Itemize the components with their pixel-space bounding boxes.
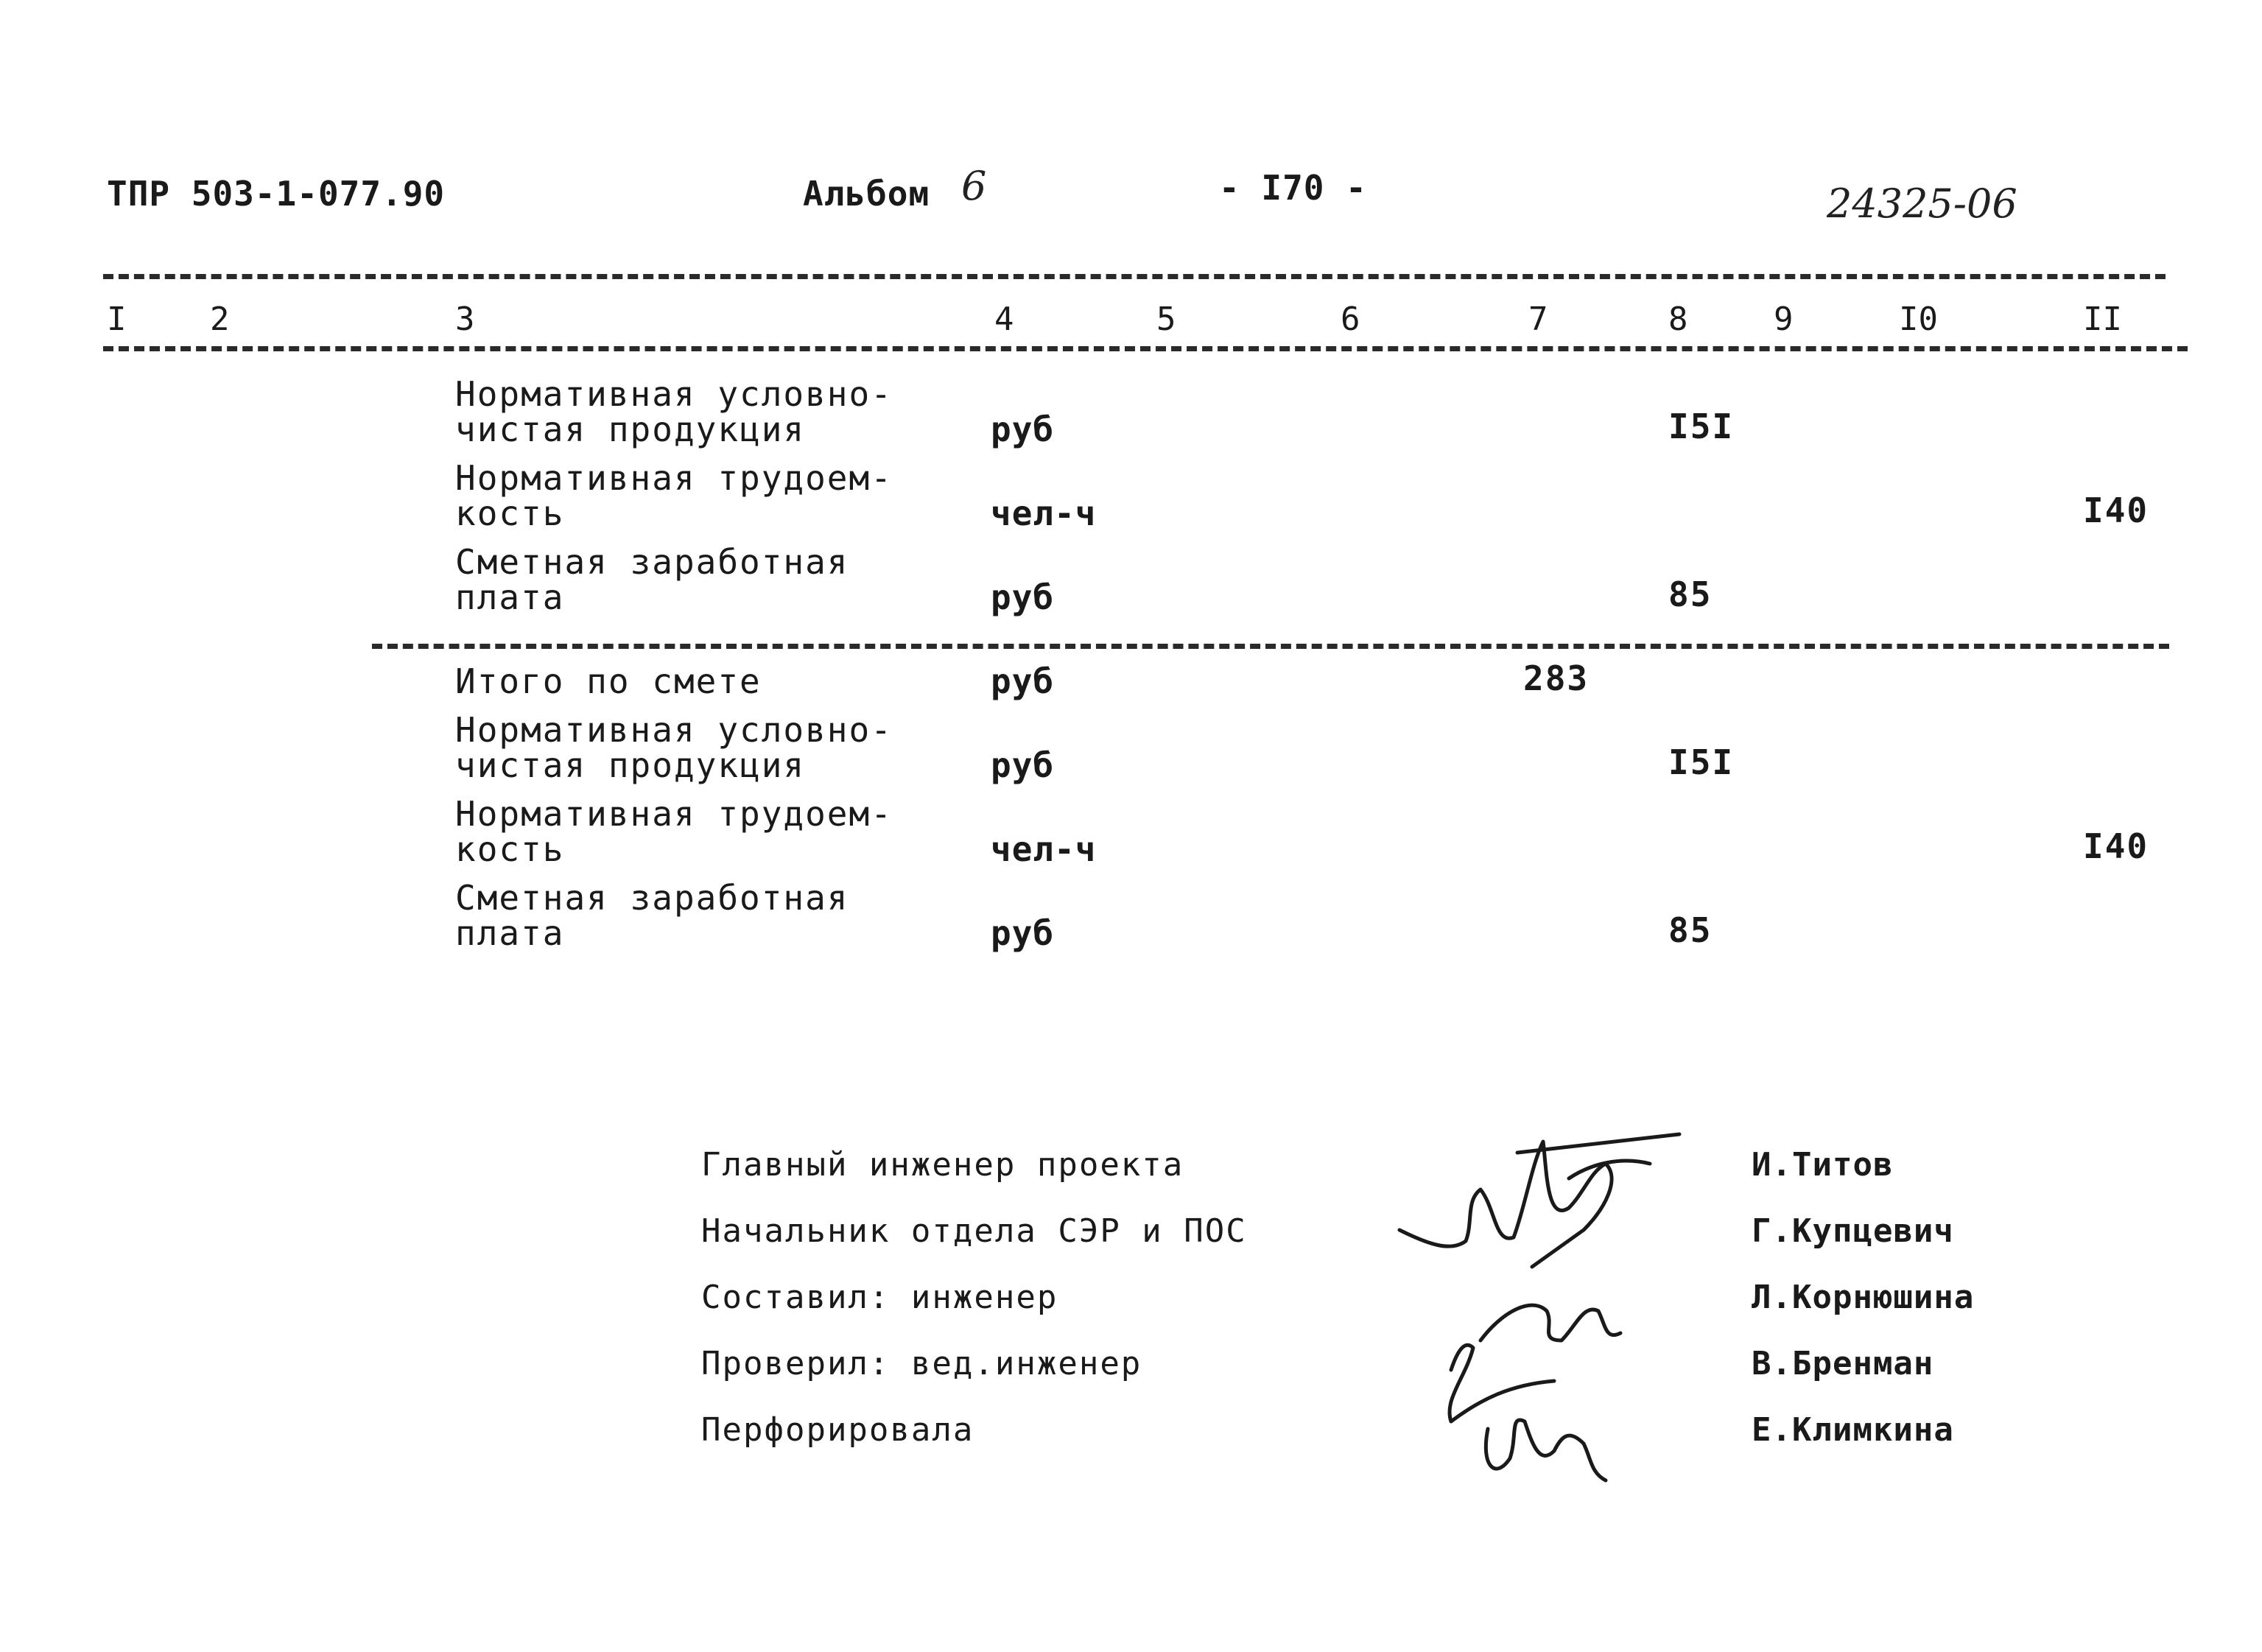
document-number: 24325-06	[1827, 180, 2017, 227]
signatory-name: И.Титов	[1752, 1146, 1894, 1184]
signature-role: Главный инженер проекта	[701, 1146, 1184, 1184]
signature-role: Начальник отдела СЭР и ПОС	[701, 1212, 1247, 1250]
handwritten-signatures	[1385, 1120, 1709, 1502]
row-unit: руб	[991, 577, 1055, 617]
column-number: 2	[210, 300, 230, 338]
column-number: I	[107, 300, 127, 338]
row-unit: руб	[991, 410, 1055, 449]
row-value: 85	[1668, 910, 1713, 950]
row-unit: чел-ч	[991, 493, 1097, 533]
signatory-name: Г.Купцевич	[1752, 1212, 1954, 1250]
column-number: I0	[1899, 300, 1938, 338]
total-value: 283	[1523, 658, 1590, 698]
signature-role: Проверил: вед.инженер	[701, 1345, 1142, 1382]
row-unit: руб	[991, 913, 1055, 953]
row-value: I40	[2083, 826, 2149, 866]
row-description: кость	[455, 493, 565, 533]
column-number: 8	[1668, 300, 1688, 338]
signatory-name: В.Бренман	[1752, 1345, 1934, 1382]
total-label: Итого по смете	[455, 661, 762, 701]
column-number: 3	[455, 300, 475, 338]
row-description: Нормативная трудоем-	[455, 794, 893, 834]
row-description: кость	[455, 829, 565, 869]
row-description: Сметная заработная	[455, 878, 849, 918]
row-description: чистая продукция	[455, 745, 806, 785]
column-number: 6	[1341, 300, 1360, 338]
signatory-name: Е.Климкина	[1752, 1411, 1954, 1449]
signature-role: Перфорировала	[701, 1411, 974, 1449]
album-number: 6	[961, 163, 987, 209]
row-value: 85	[1668, 574, 1713, 614]
row-description: плата	[455, 577, 565, 617]
column-number: 4	[994, 300, 1014, 338]
row-unit: чел-ч	[991, 829, 1097, 869]
row-value: I5I	[1668, 407, 1735, 446]
column-number: II	[2083, 300, 2122, 338]
total-separator-rule	[372, 644, 2169, 649]
page-number: - I70 -	[1219, 168, 1367, 208]
row-description: Нормативная трудоем-	[455, 458, 893, 498]
column-number: 9	[1774, 300, 1794, 338]
row-description: чистая продукция	[455, 410, 806, 449]
row-description: плата	[455, 913, 565, 953]
header-rule-bottom	[103, 346, 2188, 351]
column-number: 5	[1156, 300, 1176, 338]
row-value: I5I	[1668, 742, 1735, 782]
header-rule-top	[103, 274, 2166, 279]
row-description: Нормативная условно-	[455, 374, 893, 414]
column-number: 7	[1528, 300, 1548, 338]
row-description: Сметная заработная	[455, 542, 849, 582]
row-unit: руб	[991, 745, 1055, 785]
document-code: ТПР 503-1-077.90	[107, 174, 446, 214]
signatory-name: Л.Корнюшина	[1752, 1279, 1975, 1316]
row-unit: руб	[991, 661, 1055, 701]
row-description: Нормативная условно-	[455, 710, 893, 750]
row-value: I40	[2083, 491, 2149, 530]
signature-role: Составил: инженер	[701, 1279, 1058, 1316]
album-label: Альбом	[803, 174, 930, 214]
